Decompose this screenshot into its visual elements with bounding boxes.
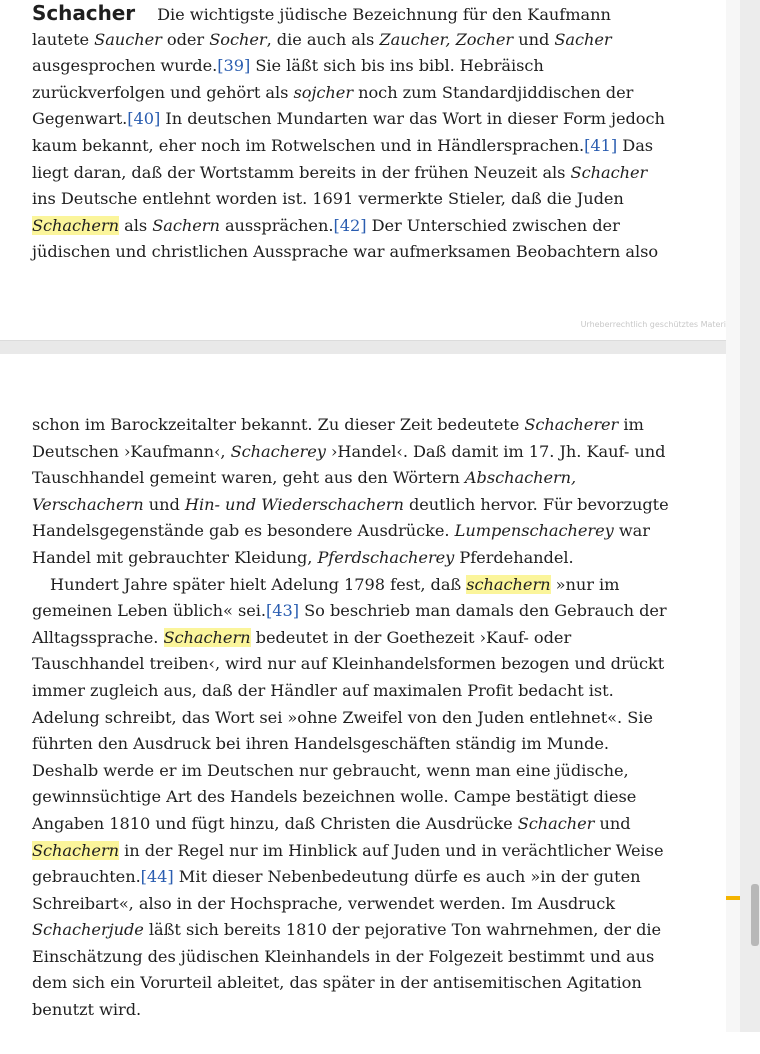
text-segment: In deutschen Mundarten war das Wort in dieser Form jedoch [160,109,665,129]
text-line [32,838,672,865]
text-segment: führten den Ausdruck bei ihren Handelsgeschäften ständig im Munde. [32,734,609,754]
text-line [32,545,672,572]
text-line [32,492,672,519]
search-highlight: Schachern [32,840,120,860]
italic-term: Sacher [554,29,612,49]
text-segment: Einschätzung des jüdischen Kleinhandels in der Folgezeit bestimmt und aus [32,946,655,966]
italic-term: Zaucher, Zocher [379,29,514,49]
text-segment: Tauschhandel treiben‹, wird nur auf Kleinhandelsformen bezogen und drückt [32,654,665,674]
text-segment: schon im Barockzeitalter bekannt. Zu dieser Zeit bedeutete [32,415,525,434]
text-segment: gewinnsüchtige Art des Handels bezeichnen wolle. Campe bestätigt diese [32,787,637,807]
italic-term: Schacher [517,813,595,833]
text-line [32,705,672,732]
book-page-1 [0,0,726,340]
text-segment: dem sich ein Vorurteil ableitet, das später in der antisemitischen Agitation [32,973,642,993]
text-segment: Der Unterschied zwischen der [366,215,620,235]
text-segment: Angaben 1810 und fügt hinzu, daß Christen die Ausdrücke [32,813,518,833]
text-segment: benutzt wird. [32,1000,142,1020]
text-segment: Hundert Jahre später hielt Adelung 1798 fest, daß [50,574,467,594]
page-2-text [32,412,672,1024]
text-line [32,997,672,1024]
footnote-link[interactable]: [39] [217,56,251,76]
text-line [32,944,672,971]
text-line [32,106,672,133]
text-line [32,784,672,811]
text-segment: gebrauchten. [32,867,141,887]
text-line [32,625,672,652]
text-segment: jüdischen und christlichen Aussprache war aufmerksamen Beobachtern also [32,242,659,262]
text-segment: war [613,521,650,541]
text-segment: lautete [32,29,95,49]
text-segment: und [594,813,631,833]
italic-term: Schacherey [230,441,326,461]
text-segment: deutlich hervor. Für bevorzugte [403,494,669,514]
text-segment: Handelsgegenstände gab es besondere Ausdrücke. [32,521,455,541]
text-segment: kaum bekannt, eher noch im Rotwelschen und in Händlersprachen. [32,135,585,155]
text-line [32,651,672,678]
text-segment: ins Deutsche entlehnt worden ist. 1691 vermerkte Stieler, daß die Juden [32,189,624,209]
text-line [32,412,672,439]
text-line [32,970,672,997]
page-divider [0,340,726,355]
text-segment: aussprächen. [219,215,334,235]
text-segment: Adelung schreibt, das Wort sei »ohne Zweifel von den Juden entlehnet«. Sie [32,707,653,727]
text-line [32,811,672,838]
italic-term: Schacher [570,162,648,182]
text-line [32,27,672,54]
search-highlight: Schachern [32,215,120,235]
page-margin [726,0,740,1032]
text-line [32,731,672,758]
text-segment: noch zum Standardjiddischen der [353,82,634,102]
text-segment: Handel mit gebrauchter Kleidung, [32,547,318,567]
page-1-text [32,0,672,266]
entry-heading: Schacher [32,1,136,25]
italic-term: Saucher [94,29,162,49]
text-line [32,518,672,545]
text-line [32,598,672,625]
scrollbar-thumb[interactable] [751,884,759,946]
text-segment: , die auch als [266,29,380,49]
text-line [32,239,672,266]
text-segment: Pferdehandel. [454,547,574,567]
text-segment: oder [161,29,210,49]
text-line [32,160,672,187]
text-segment: in der Regel nur im Hinblick auf Juden und in verächtlicher Weise [119,840,664,860]
text-line [32,0,672,27]
text-line [32,758,672,785]
footnote-link[interactable]: [43] [266,601,300,621]
text-segment: immer zugleich aus, daß der Händler auf maximalen Profit bedacht ist. [32,680,614,700]
text-segment: »nur im [550,574,620,594]
italic-term: Verschachern [32,494,144,514]
italic-term: Schacherer [524,415,619,434]
text-segment: gemeinen Leben üblich« sei. [32,601,267,621]
text-segment: läßt sich bereits 1810 der pejorative Ton wahrnehmen, der die [143,920,662,940]
text-line [32,917,672,944]
text-line [32,133,672,160]
footnote-link[interactable]: [40] [127,109,161,129]
text-line [32,53,672,80]
text-segment: im [618,415,644,434]
text-segment: Tauschhandel gemeint waren, geht aus den Wörtern [32,468,465,488]
italic-term: Pferdschacherey [317,547,455,567]
text-segment: Alltagssprache. [32,627,164,647]
text-line [32,891,672,918]
text-segment: und [513,29,555,49]
book-page-2 [0,354,726,1054]
text-segment: Deutschen ›Kaufmann‹, [32,441,231,461]
italic-term: Sachern [152,215,220,235]
text-line [32,678,672,705]
text-segment: zurückverfolgen und gehört als [32,82,294,102]
text-line [32,213,672,240]
italic-term: sojcher [293,82,354,102]
text-segment: Schreibart«, also in der Hochsprache, verwendet werden. Im Ausdruck [32,893,616,913]
text-segment: Mit dieser Nebenbedeutung dürfe es auch »in der guten [173,867,641,887]
search-highlight: schachern [466,574,551,594]
text-segment: und [143,494,185,514]
text-line [32,572,672,599]
text-segment: als [119,215,153,235]
search-highlight: Schachern [163,627,251,647]
text-line [32,80,672,107]
scrollbar-track[interactable] [740,0,760,1032]
italic-term: Abschachern, [464,468,577,488]
text-segment: bedeutet in der Goethezeit ›Kauf- oder [250,627,572,647]
italic-term: Schacherjude [32,920,144,940]
text-segment: ausgesprochen wurde. [32,56,218,76]
italic-term: Hin- und Wiederschachern [184,494,404,514]
text-line [32,864,672,891]
text-segment: Gegenwart. [32,109,128,129]
text-line [32,465,672,492]
text-segment: Sie läßt sich bis ins bibl. Hebräisch [250,56,544,76]
copyright-watermark: Urheberrechtlich geschütztes Materi [580,320,726,329]
text-segment: Das [617,135,654,155]
text-line [32,439,672,466]
text-segment: ›Handel‹. Daß damit im 17. Jh. Kauf- und [325,441,666,461]
italic-term: Lumpenschacherey [454,521,614,541]
text-segment: liegt daran, daß der Wortstamm bereits in der frühen Neuzeit als [32,162,571,182]
text-segment: Deshalb werde er im Deutschen nur gebraucht, wenn man eine jüdische, [32,760,629,780]
text-line [32,186,672,213]
italic-term: Socher [209,29,267,49]
footnote-link[interactable]: [41] [584,135,618,155]
footnote-link[interactable]: [44] [140,867,174,887]
text-segment: So beschrieb man damals den Gebrauch der [299,601,667,621]
text-segment: Die wichtigste jüdische Bezeichnung für den Kaufmann [157,5,611,24]
footnote-link[interactable]: [42] [333,215,367,235]
